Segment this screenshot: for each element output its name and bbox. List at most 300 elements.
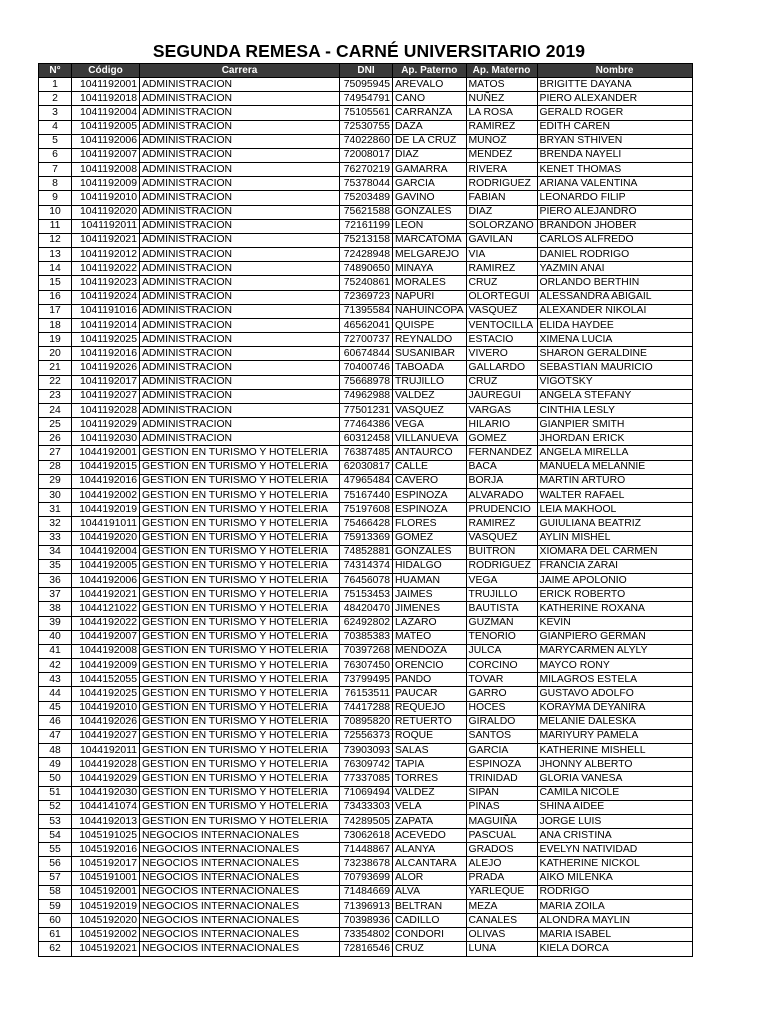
cell-career: GESTION EN TURISMO Y HOTELERIA (140, 574, 340, 588)
table-row (39, 602, 693, 616)
cell-first-name: KATHERINE ROXANA (537, 602, 692, 616)
cell-first-name: JHONNY ALBERTO (537, 758, 692, 772)
cell-paternal-surname: TABOADA (393, 361, 467, 375)
header-dni: DNI (340, 64, 393, 78)
cell-first-name: MARTIN ARTURO (537, 474, 692, 488)
cell-paternal-surname: ÑAHUINCOPA (393, 304, 467, 318)
cell-career: ADMINISTRACION (140, 347, 340, 361)
cell-first-name: EVELYN NATIVIDAD (537, 843, 692, 857)
cell-dni: 71448867 (340, 843, 393, 857)
cell-dni: 76307450 (340, 659, 393, 673)
cell-code: 1044192001 (72, 446, 140, 460)
cell-maternal-surname: RAMIREZ (466, 120, 537, 134)
cell-paternal-surname: MORALES (393, 276, 467, 290)
cell-code: 1041192024 (72, 290, 140, 304)
cell-first-name: ALESSANDRA ABIGAIL (537, 290, 692, 304)
cell-maternal-surname: TENORIO (466, 630, 537, 644)
cell-dni: 73062618 (340, 829, 393, 843)
table-row (39, 772, 693, 786)
cell-paternal-surname: PANDO (393, 673, 467, 687)
cell-dni: 75668978 (340, 375, 393, 389)
cell-code: 1041192007 (72, 148, 140, 162)
cell-maternal-surname: MATOS (466, 78, 537, 92)
cell-maternal-surname: OLIVAS (466, 928, 537, 942)
cell-maternal-surname: VENTOCILLA (466, 318, 537, 332)
cell-number: 52 (39, 800, 72, 814)
cell-paternal-surname: ESPINOZA (393, 488, 467, 502)
table-row (39, 120, 693, 134)
cell-maternal-surname: TRUJILLO (466, 588, 537, 602)
cell-paternal-surname: MENDOZA (393, 644, 467, 658)
cell-dni: 47965484 (340, 474, 393, 488)
cell-dni: 76270219 (340, 163, 393, 177)
cell-paternal-surname: HUAMAN (393, 574, 467, 588)
table-row (39, 219, 693, 233)
cell-first-name: MELANIE DALESKA (537, 715, 692, 729)
cell-first-name: KIELA DORCA (537, 942, 692, 956)
table-row (39, 659, 693, 673)
cell-code: 1044192006 (72, 574, 140, 588)
cell-maternal-surname: PIÑAS (466, 800, 537, 814)
cell-code: 1044192005 (72, 559, 140, 573)
cell-code: 1041192021 (72, 233, 140, 247)
cell-career: GESTION EN TURISMO Y HOTELERIA (140, 687, 340, 701)
cell-first-name: JAIME APOLONIO (537, 574, 692, 588)
cell-number: 38 (39, 602, 72, 616)
cell-career: GESTION EN TURISMO Y HOTELERIA (140, 701, 340, 715)
cell-dni: 74314374 (340, 559, 393, 573)
cell-career: GESTION EN TURISMO Y HOTELERIA (140, 488, 340, 502)
cell-first-name: MARIA ISABEL (537, 928, 692, 942)
cell-paternal-surname: CANO (393, 92, 467, 106)
cell-first-name: CARLOS ALFREDO (537, 233, 692, 247)
cell-maternal-surname: PRADA (466, 871, 537, 885)
cell-paternal-surname: CRUZ (393, 942, 467, 956)
cell-paternal-surname: GAMARRA (393, 163, 467, 177)
cell-dni: 72700737 (340, 333, 393, 347)
cell-career: GESTION EN TURISMO Y HOTELERIA (140, 715, 340, 729)
cell-number: 29 (39, 474, 72, 488)
cell-number: 44 (39, 687, 72, 701)
cell-code: 1044141074 (72, 800, 140, 814)
table-row (39, 545, 693, 559)
table-row (39, 248, 693, 262)
table-row (39, 899, 693, 913)
cell-dni: 77337085 (340, 772, 393, 786)
cell-paternal-surname: MARCATOMA (393, 233, 467, 247)
cell-number: 53 (39, 814, 72, 828)
cell-number: 57 (39, 871, 72, 885)
cell-code: 1045192002 (72, 928, 140, 942)
cell-code: 1044192007 (72, 630, 140, 644)
cell-code: 1044192016 (72, 474, 140, 488)
table-row (39, 800, 693, 814)
cell-first-name: JORGE LUIS (537, 814, 692, 828)
cell-code: 1044121022 (72, 602, 140, 616)
cell-dni: 60312458 (340, 432, 393, 446)
cell-maternal-surname: PASCUAL (466, 829, 537, 843)
table-row (39, 914, 693, 928)
cell-dni: 75203489 (340, 191, 393, 205)
cell-paternal-surname: ACEVEDO (393, 829, 467, 843)
cell-code: 1044192021 (72, 588, 140, 602)
header-code: Código (72, 64, 140, 78)
cell-number: 34 (39, 545, 72, 559)
cell-dni: 72008017 (340, 148, 393, 162)
cell-dni: 70895820 (340, 715, 393, 729)
table-row (39, 290, 693, 304)
table-row (39, 276, 693, 290)
table-row (39, 92, 693, 106)
cell-number: 51 (39, 786, 72, 800)
cell-paternal-surname: BELTRAN (393, 899, 467, 913)
cell-maternal-surname: GUZMAN (466, 616, 537, 630)
cell-maternal-surname: MAGUIÑA (466, 814, 537, 828)
cell-dni: 74289505 (340, 814, 393, 828)
cell-maternal-surname: RIVERA (466, 163, 537, 177)
cell-maternal-surname: GRADOS (466, 843, 537, 857)
cell-first-name: SEBASTIAN MAURICIO (537, 361, 692, 375)
header-maternal-surname: Ap. Materno (466, 64, 537, 78)
cell-dni: 75466428 (340, 517, 393, 531)
cell-number: 25 (39, 418, 72, 432)
cell-code: 1041192014 (72, 318, 140, 332)
cell-career: NEGOCIOS INTERNACIONALES (140, 829, 340, 843)
table-row (39, 474, 693, 488)
cell-career: NEGOCIOS INTERNACIONALES (140, 899, 340, 913)
cell-code: 1044192022 (72, 616, 140, 630)
table-row (39, 262, 693, 276)
cell-dni: 71395584 (340, 304, 393, 318)
cell-maternal-surname: ESTACIO (466, 333, 537, 347)
cell-career: GESTION EN TURISMO Y HOTELERIA (140, 644, 340, 658)
cell-paternal-surname: HIDALGO (393, 559, 467, 573)
cell-maternal-surname: LUNA (466, 942, 537, 956)
cell-code: 1044192030 (72, 786, 140, 800)
cell-code: 1044192019 (72, 503, 140, 517)
cell-dni: 70398936 (340, 914, 393, 928)
cell-paternal-surname: PAUCAR (393, 687, 467, 701)
cell-career: ADMINISTRACION (140, 389, 340, 403)
cell-code: 1044192008 (72, 644, 140, 658)
cell-career: GESTION EN TURISMO Y HOTELERIA (140, 616, 340, 630)
cell-code: 1045192019 (72, 899, 140, 913)
cell-number: 50 (39, 772, 72, 786)
table-row (39, 744, 693, 758)
cell-code: 1041192028 (72, 403, 140, 417)
cell-number: 61 (39, 928, 72, 942)
table-row (39, 786, 693, 800)
cell-code: 1041191016 (72, 304, 140, 318)
cell-maternal-surname: PRUDENCIO (466, 503, 537, 517)
table-row (39, 191, 693, 205)
cell-first-name: JHORDAN ERICK (537, 432, 692, 446)
cell-maternal-surname: MUÑOZ (466, 134, 537, 148)
table-row (39, 361, 693, 375)
cell-career: ADMINISTRACION (140, 248, 340, 262)
cell-paternal-surname: VEGA (393, 418, 467, 432)
cell-first-name: GLORIA VANESA (537, 772, 692, 786)
cell-first-name: CINTHIA LESLY (537, 403, 692, 417)
cell-career: GESTION EN TURISMO Y HOTELERIA (140, 474, 340, 488)
cell-number: 49 (39, 758, 72, 772)
cell-dni: 74962988 (340, 389, 393, 403)
cell-paternal-surname: VELA (393, 800, 467, 814)
cell-code: 1041192001 (72, 78, 140, 92)
table-row (39, 318, 693, 332)
table-row (39, 488, 693, 502)
cell-paternal-surname: CALLE (393, 460, 467, 474)
cell-career: GESTION EN TURISMO Y HOTELERIA (140, 602, 340, 616)
cell-code: 1044192002 (72, 488, 140, 502)
cell-first-name: GERALD ROGER (537, 106, 692, 120)
cell-paternal-surname: GONZALES (393, 205, 467, 219)
table-row (39, 106, 693, 120)
cell-career: GESTION EN TURISMO Y HOTELERIA (140, 559, 340, 573)
cell-career: NEGOCIOS INTERNACIONALES (140, 885, 340, 899)
cell-number: 28 (39, 460, 72, 474)
table-row (39, 574, 693, 588)
cell-maternal-surname: MEZA (466, 899, 537, 913)
cell-paternal-surname: VASQUEZ (393, 403, 467, 417)
cell-career: NEGOCIOS INTERNACIONALES (140, 843, 340, 857)
cell-maternal-surname: CANALES (466, 914, 537, 928)
cell-paternal-surname: SUSANIBAR (393, 347, 467, 361)
cell-paternal-surname: VILLANUEVA (393, 432, 467, 446)
cell-code: 1041192011 (72, 219, 140, 233)
cell-first-name: MAYCO RONY (537, 659, 692, 673)
cell-first-name: KENET THOMAS (537, 163, 692, 177)
table-row (39, 814, 693, 828)
cell-number: 23 (39, 389, 72, 403)
table-row (39, 418, 693, 432)
cell-first-name: XIMENA LUCIA (537, 333, 692, 347)
cell-career: GESTION EN TURISMO Y HOTELERIA (140, 531, 340, 545)
cell-first-name: WALTER RAFAEL (537, 488, 692, 502)
cell-career: GESTION EN TURISMO Y HOTELERIA (140, 800, 340, 814)
cell-code: 1045192016 (72, 843, 140, 857)
cell-maternal-surname: GOMEZ (466, 432, 537, 446)
cell-number: 14 (39, 262, 72, 276)
cell-paternal-surname: LAZARO (393, 616, 467, 630)
cell-paternal-surname: ALANYA (393, 843, 467, 857)
cell-career: NEGOCIOS INTERNACIONALES (140, 857, 340, 871)
cell-maternal-surname: GIRALDO (466, 715, 537, 729)
table-row (39, 304, 693, 318)
table-row (39, 588, 693, 602)
table-row (39, 871, 693, 885)
cell-paternal-surname: REYNALDO (393, 333, 467, 347)
cell-number: 55 (39, 843, 72, 857)
cell-career: GESTION EN TURISMO Y HOTELERIA (140, 758, 340, 772)
table-header-row (39, 64, 693, 78)
cell-number: 41 (39, 644, 72, 658)
cell-maternal-surname: CRUZ (466, 375, 537, 389)
cell-paternal-surname: CADILLO (393, 914, 467, 928)
cell-code: 1045192017 (72, 857, 140, 871)
cell-first-name: ANGELA STEFANY (537, 389, 692, 403)
cell-career: ADMINISTRACION (140, 418, 340, 432)
cell-maternal-surname: RAMIREZ (466, 262, 537, 276)
cell-number: 45 (39, 701, 72, 715)
cell-number: 16 (39, 290, 72, 304)
cell-maternal-surname: TOVAR (466, 673, 537, 687)
cell-code: 1041192009 (72, 177, 140, 191)
cell-number: 17 (39, 304, 72, 318)
cell-maternal-surname: VASQUEZ (466, 304, 537, 318)
cell-dni: 73238678 (340, 857, 393, 871)
cell-code: 1041192004 (72, 106, 140, 120)
cell-dni: 75913369 (340, 531, 393, 545)
cell-number: 9 (39, 191, 72, 205)
table-row (39, 148, 693, 162)
cell-number: 22 (39, 375, 72, 389)
cell-dni: 74890650 (340, 262, 393, 276)
cell-dni: 76456078 (340, 574, 393, 588)
cell-number: 39 (39, 616, 72, 630)
cell-paternal-surname: REQUEJO (393, 701, 467, 715)
cell-paternal-surname: ESPINOZA (393, 503, 467, 517)
cell-maternal-surname: VARGAS (466, 403, 537, 417)
cell-code: 1044192020 (72, 531, 140, 545)
cell-code: 1041192025 (72, 333, 140, 347)
cell-maternal-surname: ESPINOZA (466, 758, 537, 772)
cell-first-name: MARIA ZOILA (537, 899, 692, 913)
cell-number: 2 (39, 92, 72, 106)
cell-code: 1041192005 (72, 120, 140, 134)
header-career: Carrera (140, 64, 340, 78)
cell-career: ADMINISTRACION (140, 276, 340, 290)
cell-dni: 73433303 (340, 800, 393, 814)
cell-dni: 75105561 (340, 106, 393, 120)
cell-code: 1045192020 (72, 914, 140, 928)
table-row (39, 630, 693, 644)
cell-number: 47 (39, 729, 72, 743)
cell-first-name: GUIULIANA BEATRIZ (537, 517, 692, 531)
table-row (39, 559, 693, 573)
cell-number: 24 (39, 403, 72, 417)
cell-code: 1041192020 (72, 205, 140, 219)
cell-number: 46 (39, 715, 72, 729)
cell-code: 1044192029 (72, 772, 140, 786)
cell-first-name: LEONARDO FILIP (537, 191, 692, 205)
cell-dni: 72556373 (340, 729, 393, 743)
table-row (39, 885, 693, 899)
cell-code: 1041192018 (72, 92, 140, 106)
cell-dni: 71069494 (340, 786, 393, 800)
cell-career: ADMINISTRACION (140, 333, 340, 347)
cell-paternal-surname: GARCIA (393, 177, 467, 191)
cell-dni: 70400746 (340, 361, 393, 375)
cell-first-name: VIGOTSKY (537, 375, 692, 389)
table-row (39, 616, 693, 630)
cell-career: ADMINISTRACION (140, 134, 340, 148)
cell-maternal-surname: RAMIREZ (466, 517, 537, 531)
cell-first-name: AYLIN MISHEL (537, 531, 692, 545)
table-row (39, 163, 693, 177)
cell-number: 32 (39, 517, 72, 531)
cell-paternal-surname: MELGAREJO (393, 248, 467, 262)
cell-code: 1041192016 (72, 347, 140, 361)
cell-maternal-surname: SOLORZANO (466, 219, 537, 233)
cell-first-name: MILAGROS ESTELA (537, 673, 692, 687)
cell-code: 1044192013 (72, 814, 140, 828)
table-row (39, 333, 693, 347)
cell-career: GESTION EN TURISMO Y HOTELERIA (140, 503, 340, 517)
cell-paternal-surname: MINAYA (393, 262, 467, 276)
cell-code: 1045192001 (72, 885, 140, 899)
table-row (39, 205, 693, 219)
cell-code: 1044192025 (72, 687, 140, 701)
cell-dni: 73799495 (340, 673, 393, 687)
cell-career: ADMINISTRACION (140, 177, 340, 191)
cell-number: 7 (39, 163, 72, 177)
cell-dni: 75167440 (340, 488, 393, 502)
cell-maternal-surname: ALEJO (466, 857, 537, 871)
cell-number: 27 (39, 446, 72, 460)
cell-code: 1045192021 (72, 942, 140, 956)
cell-number: 43 (39, 673, 72, 687)
cell-code: 1041192008 (72, 163, 140, 177)
table-row (39, 375, 693, 389)
cell-maternal-surname: VEGA (466, 574, 537, 588)
cell-maternal-surname: CRUZ (466, 276, 537, 290)
cell-career: ADMINISTRACION (140, 318, 340, 332)
table-row (39, 531, 693, 545)
cell-dni: 75621588 (340, 205, 393, 219)
cell-paternal-surname: GOMEZ (393, 531, 467, 545)
cell-number: 4 (39, 120, 72, 134)
cell-paternal-surname: VALDEZ (393, 786, 467, 800)
cell-career: ADMINISTRACION (140, 219, 340, 233)
cell-first-name: ALONDRA MAYLIN (537, 914, 692, 928)
cell-paternal-surname: NAPURI (393, 290, 467, 304)
cell-first-name: ALEXANDER NIKOLAI (537, 304, 692, 318)
cell-code: 1044192009 (72, 659, 140, 673)
cell-dni: 72530755 (340, 120, 393, 134)
cell-number: 35 (39, 559, 72, 573)
cell-code: 1045191001 (72, 871, 140, 885)
cell-first-name: ELIDA HAYDEE (537, 318, 692, 332)
cell-first-name: BRIGITTE DAYANA (537, 78, 692, 92)
cell-career: ADMINISTRACION (140, 361, 340, 375)
cell-first-name: KATHERINE MISHELL (537, 744, 692, 758)
cell-first-name: DANIEL RODRIGO (537, 248, 692, 262)
cell-career: GESTION EN TURISMO Y HOTELERIA (140, 673, 340, 687)
cell-first-name: GIANPIER SMITH (537, 418, 692, 432)
cell-career: ADMINISTRACION (140, 233, 340, 247)
cell-paternal-surname: DIAZ (393, 148, 467, 162)
cell-maternal-surname: BUITRON (466, 545, 537, 559)
cell-paternal-surname: CAVERO (393, 474, 467, 488)
cell-first-name: RODRIGO (537, 885, 692, 899)
cell-maternal-surname: ALVARADO (466, 488, 537, 502)
cell-career: ADMINISTRACION (140, 290, 340, 304)
cell-maternal-surname: GALLARDO (466, 361, 537, 375)
cell-first-name: ERICK ROBERTO (537, 588, 692, 602)
cell-number: 15 (39, 276, 72, 290)
cell-maternal-surname: BAUTISTA (466, 602, 537, 616)
cell-maternal-surname: VIVERO (466, 347, 537, 361)
cell-code: 1044192010 (72, 701, 140, 715)
cell-career: NEGOCIOS INTERNACIONALES (140, 942, 340, 956)
cell-code: 1041192026 (72, 361, 140, 375)
cell-number: 58 (39, 885, 72, 899)
table-row (39, 403, 693, 417)
cell-dni: 70793699 (340, 871, 393, 885)
cell-dni: 75213158 (340, 233, 393, 247)
cell-career: ADMINISTRACION (140, 106, 340, 120)
